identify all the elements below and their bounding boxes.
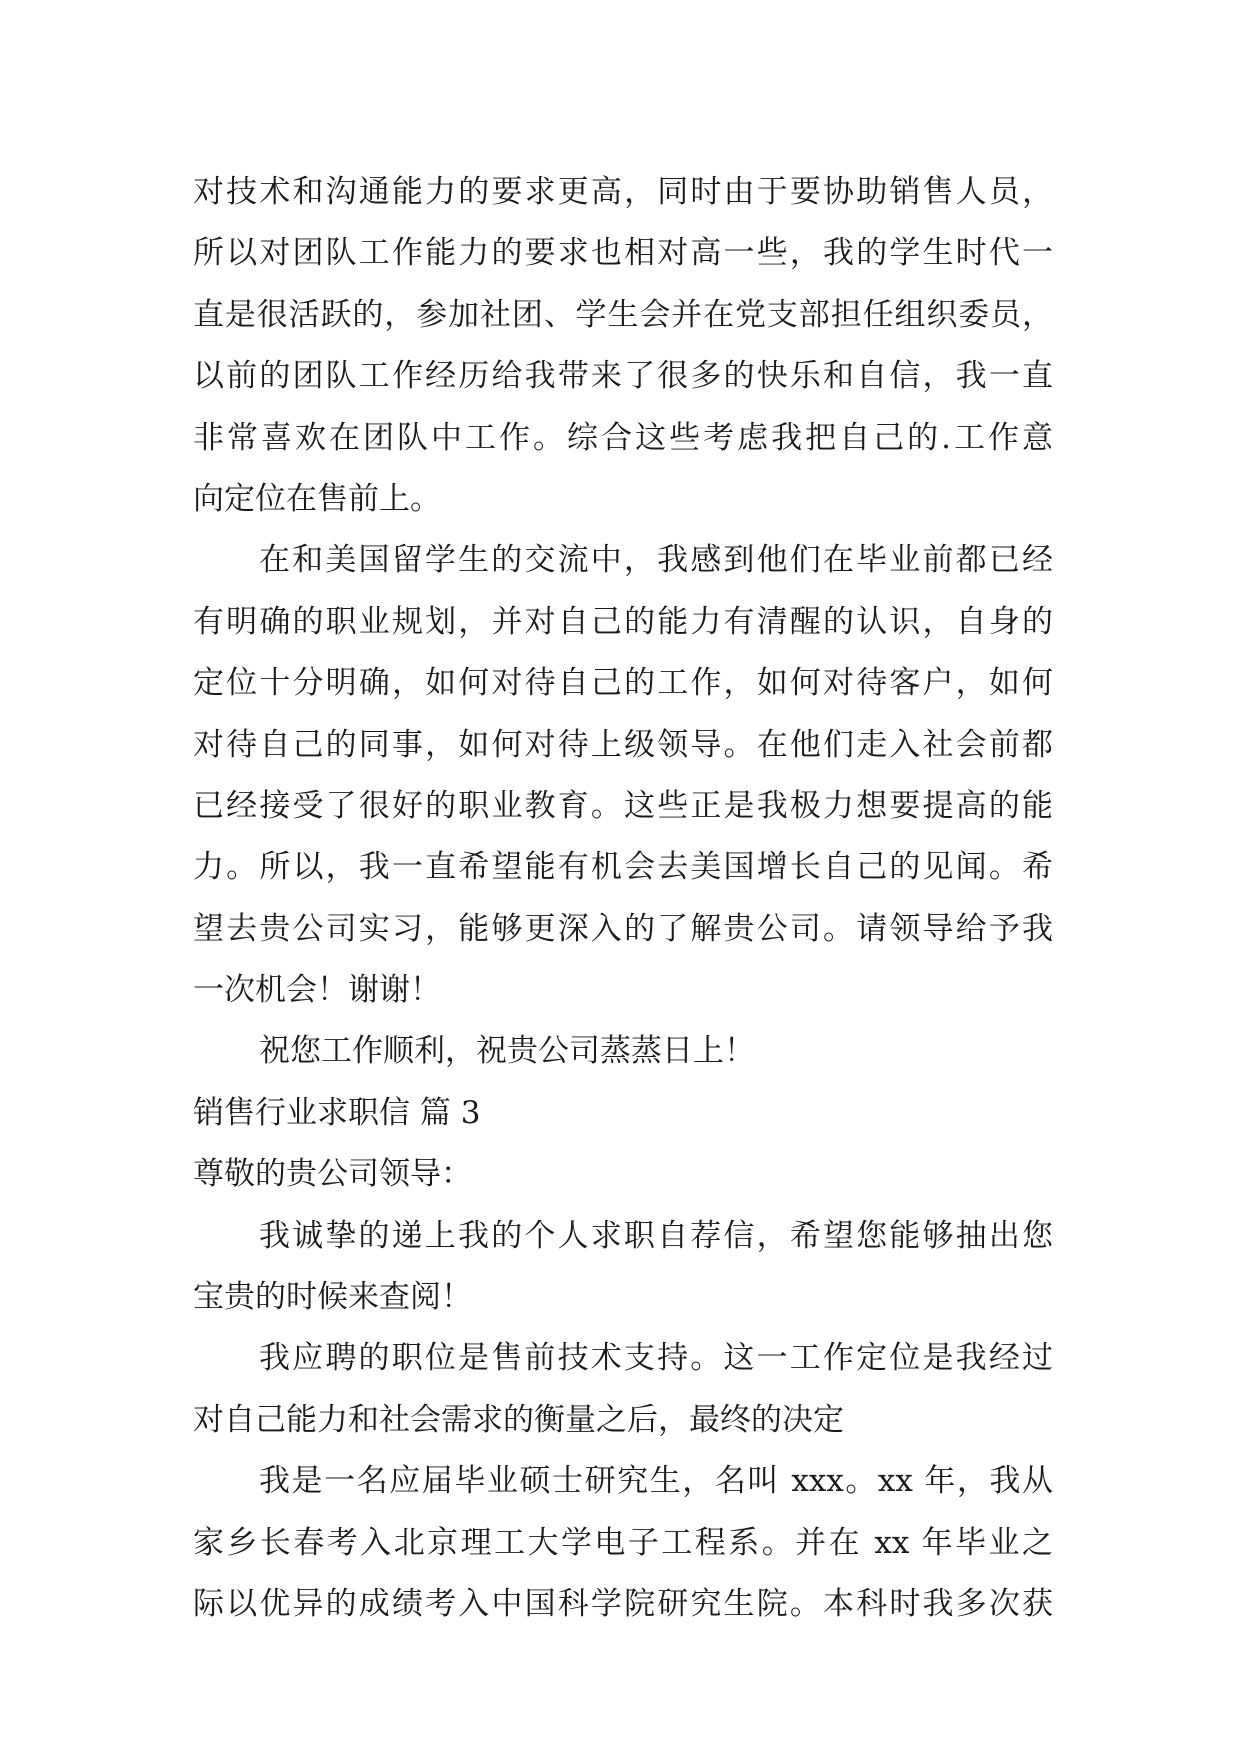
paragraph-line: 对待自己的同事，如何对待上级领导。在他们走入社会前都 <box>193 726 1053 763</box>
paragraph-line: 在和美国留学生的交流中，我感到他们在毕业前都已经 <box>259 542 1053 579</box>
paragraph-line: 望去贵公司实习，能够更深入的了解贵公司。请领导给予我 <box>193 910 1053 947</box>
salutation: 尊敬的贵公司领导： <box>193 1156 472 1193</box>
document-body <box>193 162 1053 1635</box>
paragraph-line: 向定位在售前上。 <box>193 480 441 517</box>
paragraph-line: 有明确的职业规划，并对自己的能力有清醒的认识，自身的 <box>193 603 1053 640</box>
paragraph-line: 宝贵的时候来查阅！ <box>193 1279 472 1316</box>
paragraph-line: 力。所以，我一直希望能有机会去美国增长自己的见闻。希 <box>193 849 1053 886</box>
paragraph-line: 我是一名应届毕业硕士研究生，名叫 xxx。xx 年，我从 <box>259 1463 1053 1500</box>
paragraph-line: 已经接受了很好的职业教育。这些正是我极力想要提高的能 <box>193 787 1053 824</box>
paragraph-line: 家乡长春考入北京理工大学电子工程系。并在 xx 年毕业之 <box>193 1524 1053 1561</box>
section-heading: 销售行业求职信 篇 3 <box>193 1094 481 1131</box>
paragraph-line: 对自己能力和社会需求的衡量之后，最终的决定 <box>193 1401 844 1438</box>
paragraph-line: 定位十分明确，如何对待自己的工作，如何对待客户，如何 <box>193 665 1053 702</box>
paragraph-line: 所以对团队工作能力的要求也相对高一些，我的学生时代一 <box>193 235 1053 272</box>
paragraph-line: 我应聘的职位是售前技术支持。这一工作定位是我经过 <box>259 1340 1053 1377</box>
paragraph-line: 一次机会！谢谢！ <box>193 972 441 1009</box>
paragraph-line: 直是很活跃的，参加社团、学生会并在党支部担任组织委员， <box>193 296 1053 333</box>
paragraph-line: 我诚挚的递上我的个人求职自荐信，希望您能够抽出您 <box>259 1217 1053 1254</box>
paragraph-line: 对技术和沟通能力的要求更高，同时由于要协助销售人员， <box>193 174 1053 210</box>
paragraph-line: 以前的团队工作经历给我带来了很多的快乐和自信，我一直 <box>193 358 1053 395</box>
closing-wish: 祝您工作顺利，祝贵公司蒸蒸日上！ <box>259 1033 755 1070</box>
paragraph-line: 际以优异的成绩考入中国科学院研究生院。本科时我多次获 <box>193 1585 1053 1622</box>
paragraph-line: 非常喜欢在团队中工作。综合这些考虑我把自己的.工作意 <box>193 419 1053 456</box>
